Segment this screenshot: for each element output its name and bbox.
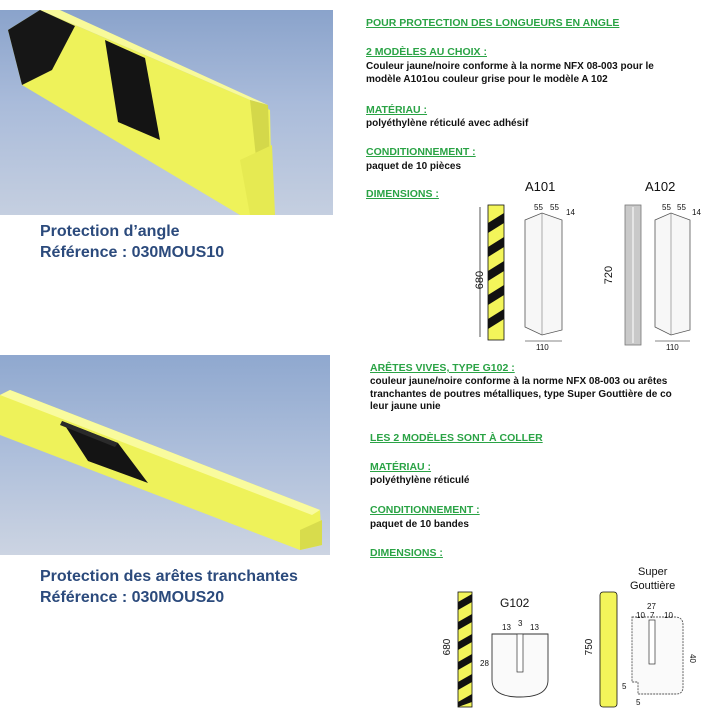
a101-title: A101 bbox=[525, 179, 556, 194]
super-title-line1: Super bbox=[638, 566, 668, 578]
super-dim-5a: 5 bbox=[622, 682, 627, 691]
packaging-text: paquet de 10 pièces bbox=[366, 161, 462, 172]
packaging-text-2: paquet de 10 bandes bbox=[370, 519, 469, 530]
material-heading-2: MATÉRIAU : bbox=[370, 461, 432, 473]
caption-reference: Référence : 030MOUS10 bbox=[40, 244, 225, 261]
a101-height-label: 680 bbox=[474, 270, 486, 290]
super-height-label: 750 bbox=[584, 638, 595, 656]
material-text-2: polyéthylène réticulé bbox=[370, 475, 470, 486]
g102-dim-3: 3 bbox=[518, 619, 523, 628]
a102-perspective-profile bbox=[655, 213, 690, 335]
a101-dim-14: 14 bbox=[566, 208, 575, 217]
main-heading: POUR PROTECTION DES LONGUEURS EN ANGLE bbox=[366, 17, 620, 29]
dimensions-heading-2: DIMENSIONS : bbox=[370, 547, 443, 559]
material-text: polyéthylène réticulé avec adhésif bbox=[366, 118, 529, 129]
sharp-text-line: tranchantes de poutres métalliques, type Super Gouttière de co bbox=[370, 388, 672, 400]
packaging-heading-2: CONDITIONNEMENT : bbox=[370, 504, 480, 516]
g102-dim-28: 28 bbox=[480, 659, 489, 668]
a102-dim-110: 110 bbox=[666, 343, 679, 352]
super-dim-7: 7 bbox=[650, 611, 655, 620]
edge-protection-caption bbox=[40, 566, 298, 608]
a101-a102-dimension-diagram bbox=[470, 175, 700, 355]
packaging-heading: CONDITIONNEMENT : bbox=[366, 146, 476, 158]
sharp-text-line: couleur jaune/noire conforme à la norme NFX 08-003 ou arêtes bbox=[370, 376, 668, 387]
super-dim-5b: 5 bbox=[636, 698, 641, 707]
glue-heading: LES 2 MODÈLES SONT À COLLER bbox=[370, 432, 543, 444]
dimensions-heading: DIMENSIONS : bbox=[366, 188, 439, 200]
caption-reference: Référence : 030MOUS20 bbox=[40, 589, 225, 606]
super-cross-section bbox=[632, 617, 683, 694]
a102-title: A102 bbox=[645, 179, 676, 194]
a102-dim-14: 14 bbox=[692, 208, 701, 217]
a102-dim-55a: 55 bbox=[662, 203, 671, 212]
sharp-edges-text bbox=[370, 376, 712, 414]
super-dim-10b: 10 bbox=[664, 611, 673, 620]
g102-side-profile bbox=[458, 592, 472, 707]
super-dim-27: 27 bbox=[647, 602, 656, 611]
edge-protection-photo bbox=[0, 355, 330, 555]
g102-height-label: 680 bbox=[442, 638, 453, 656]
corner-protection-caption bbox=[40, 221, 224, 263]
g102-super-gouttiere-diagram bbox=[440, 562, 710, 712]
g102-dim-13b: 13 bbox=[530, 623, 539, 632]
super-side-profile bbox=[600, 592, 617, 707]
a101-dim-110: 110 bbox=[536, 343, 549, 352]
models-text bbox=[366, 61, 706, 86]
a101-dim-55a: 55 bbox=[534, 203, 543, 212]
super-dim-10a: 10 bbox=[636, 611, 645, 620]
caption-title: Protection d’angle bbox=[40, 223, 180, 240]
material-heading: MATÉRIAU : bbox=[366, 104, 428, 116]
caption-title: Protection des arêtes tranchantes bbox=[40, 568, 298, 585]
g102-title: G102 bbox=[500, 596, 530, 610]
a101-dim-55b: 55 bbox=[550, 203, 559, 212]
models-heading: 2 MODÈLES AU CHOIX : bbox=[366, 46, 487, 58]
corner-protection-photo bbox=[0, 10, 333, 215]
a101-perspective-profile bbox=[525, 213, 562, 335]
a102-dim-55b: 55 bbox=[677, 203, 686, 212]
sharp-text-line: leur jaune unie bbox=[370, 401, 441, 412]
g102-dim-13a: 13 bbox=[502, 623, 511, 632]
sharp-edges-heading: ARÊTES VIVES, TYPE G102 : bbox=[370, 362, 515, 374]
super-dim-40: 40 bbox=[688, 654, 697, 663]
super-title-line2: Gouttière bbox=[630, 580, 676, 592]
a102-height-label: 720 bbox=[603, 265, 615, 285]
models-text-line: Couleur jaune/noire conforme à la norme NFX 08-003 pour le bbox=[366, 61, 654, 72]
models-text-line: modèle A101ou couleur grise pour le modèle A 102 bbox=[366, 73, 608, 85]
